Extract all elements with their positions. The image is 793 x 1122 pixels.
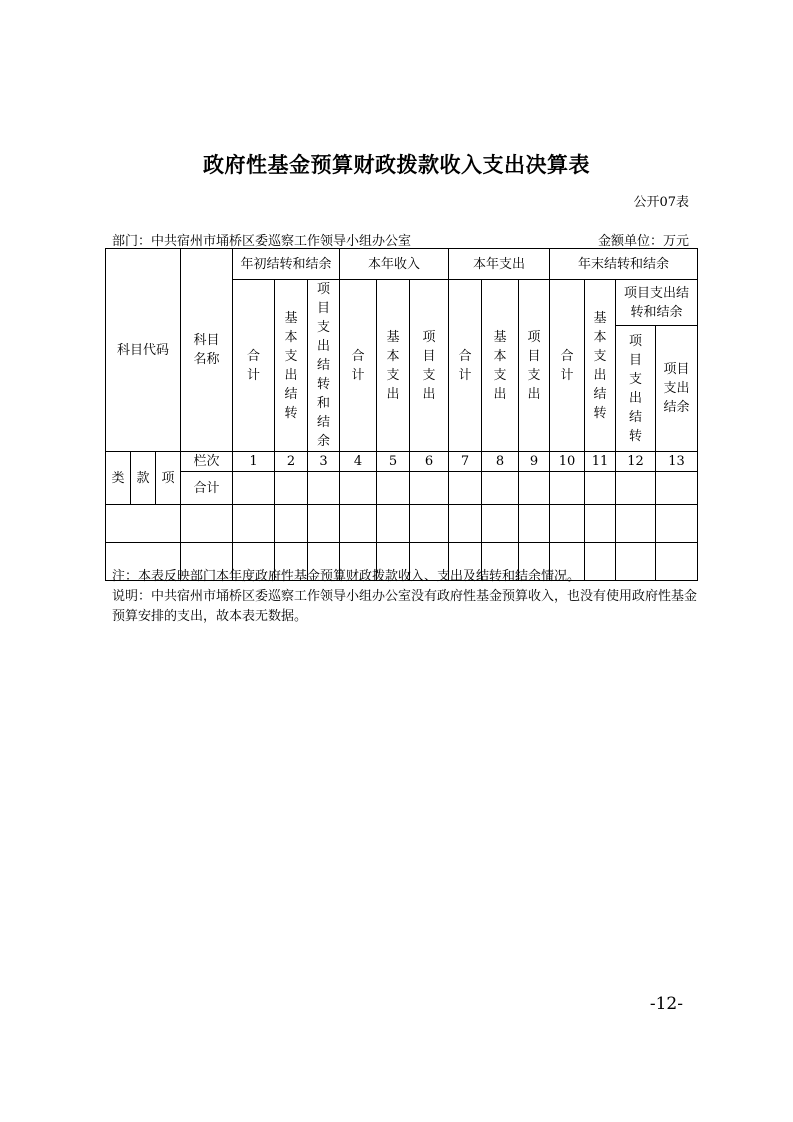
table-cell — [449, 472, 482, 505]
column-number: 12 — [616, 452, 656, 472]
unit-label: 金额单位：万元 — [597, 234, 689, 249]
column-number: 2 — [275, 452, 308, 472]
column-number: 11 — [585, 452, 616, 472]
table-cell — [449, 505, 482, 543]
table-cell — [410, 472, 449, 505]
code-part-section: 款 — [131, 452, 156, 505]
code-part-category: 类 — [106, 452, 131, 505]
column-number: 10 — [550, 452, 585, 472]
header-basic-expense-3: 基本支出 — [482, 280, 519, 452]
form-code: 公开07表 — [633, 195, 689, 210]
column-number: 7 — [449, 452, 482, 472]
budget-table — [105, 248, 698, 581]
table-cell — [616, 505, 656, 543]
note-text: 注：本表反映部门本年度政府性基金预算财政拨款收入、支出及结转和结余情况。 — [112, 569, 581, 584]
column-number: 6 — [410, 452, 449, 472]
table-cell — [233, 505, 275, 543]
table-cell — [275, 505, 308, 543]
table-cell — [340, 505, 377, 543]
notes — [112, 567, 697, 627]
table-cell — [233, 472, 275, 505]
department-label: 部门：中共宿州市埇桥区委巡察工作领导小组办公室 — [112, 234, 412, 249]
table-cell — [308, 472, 340, 505]
column-number: 8 — [482, 452, 519, 472]
header-total-2: 合计 — [340, 280, 377, 452]
table-cell — [585, 505, 616, 543]
table-cell — [377, 472, 410, 505]
header-basic-carry-1: 基本支出结转 — [275, 280, 308, 452]
header-project-balance-4: 项目支出结余 — [656, 326, 698, 452]
group-header-opening: 年初结转和结余 — [233, 249, 340, 280]
table-cell — [181, 505, 233, 543]
subject-name-header: 科目名称 — [181, 249, 233, 452]
header-project-carry-balance-1: 项目支出结转和结余 — [308, 280, 340, 452]
table-cell — [377, 505, 410, 543]
page-title: 政府性基金预算财政拨款收入支出决算表 — [203, 153, 590, 177]
table-cell — [410, 505, 449, 543]
column-number: 3 — [308, 452, 340, 472]
column-number: 5 — [377, 452, 410, 472]
table-cell — [656, 505, 698, 543]
header-basic-carry-4: 基本支出结转 — [585, 280, 616, 452]
header-total-3: 合计 — [449, 280, 482, 452]
table-cell — [482, 472, 519, 505]
table-cell — [550, 472, 585, 505]
table-cell — [519, 505, 550, 543]
column-number: 1 — [233, 452, 275, 472]
header-total-4: 合计 — [550, 280, 585, 452]
header-project-carry-4: 项目支出结转 — [616, 326, 656, 452]
group-header-closing: 年末结转和结余 — [550, 249, 698, 280]
table-cell — [106, 505, 181, 543]
group-header-expense: 本年支出 — [449, 249, 550, 280]
table-cell — [656, 472, 698, 505]
page-number: -12- — [649, 994, 683, 1014]
header-project-expense-2: 项目支出 — [410, 280, 449, 452]
column-label: 栏次 — [181, 452, 233, 472]
header-project-carry-balance-4: 项目支出结转和结余 — [616, 280, 698, 326]
group-header-income: 本年收入 — [340, 249, 449, 280]
header-basic-expense-2: 基本支出 — [377, 280, 410, 452]
column-number: 9 — [519, 452, 550, 472]
total-row-label: 合计 — [181, 472, 233, 505]
table-cell — [340, 472, 377, 505]
table-cell — [550, 505, 585, 543]
code-part-item: 项 — [156, 452, 181, 505]
header-project-expense-3: 项目支出 — [519, 280, 550, 452]
table-cell — [616, 472, 656, 505]
table-cell — [482, 505, 519, 543]
table-row — [106, 505, 698, 543]
table-cell — [519, 472, 550, 505]
subject-code-header: 科目代码 — [106, 249, 181, 452]
table-cell — [308, 505, 340, 543]
column-number: 13 — [656, 452, 698, 472]
header-total-1: 合计 — [233, 280, 275, 452]
table-cell — [585, 472, 616, 505]
explanation-text: 说明：中共宿州市埇桥区委巡察工作领导小组办公室没有政府性基金预算收入，也没有使用政府性基金预算安排的支出，故本表无数据。 — [112, 589, 698, 624]
column-number: 4 — [340, 452, 377, 472]
table-cell — [275, 472, 308, 505]
